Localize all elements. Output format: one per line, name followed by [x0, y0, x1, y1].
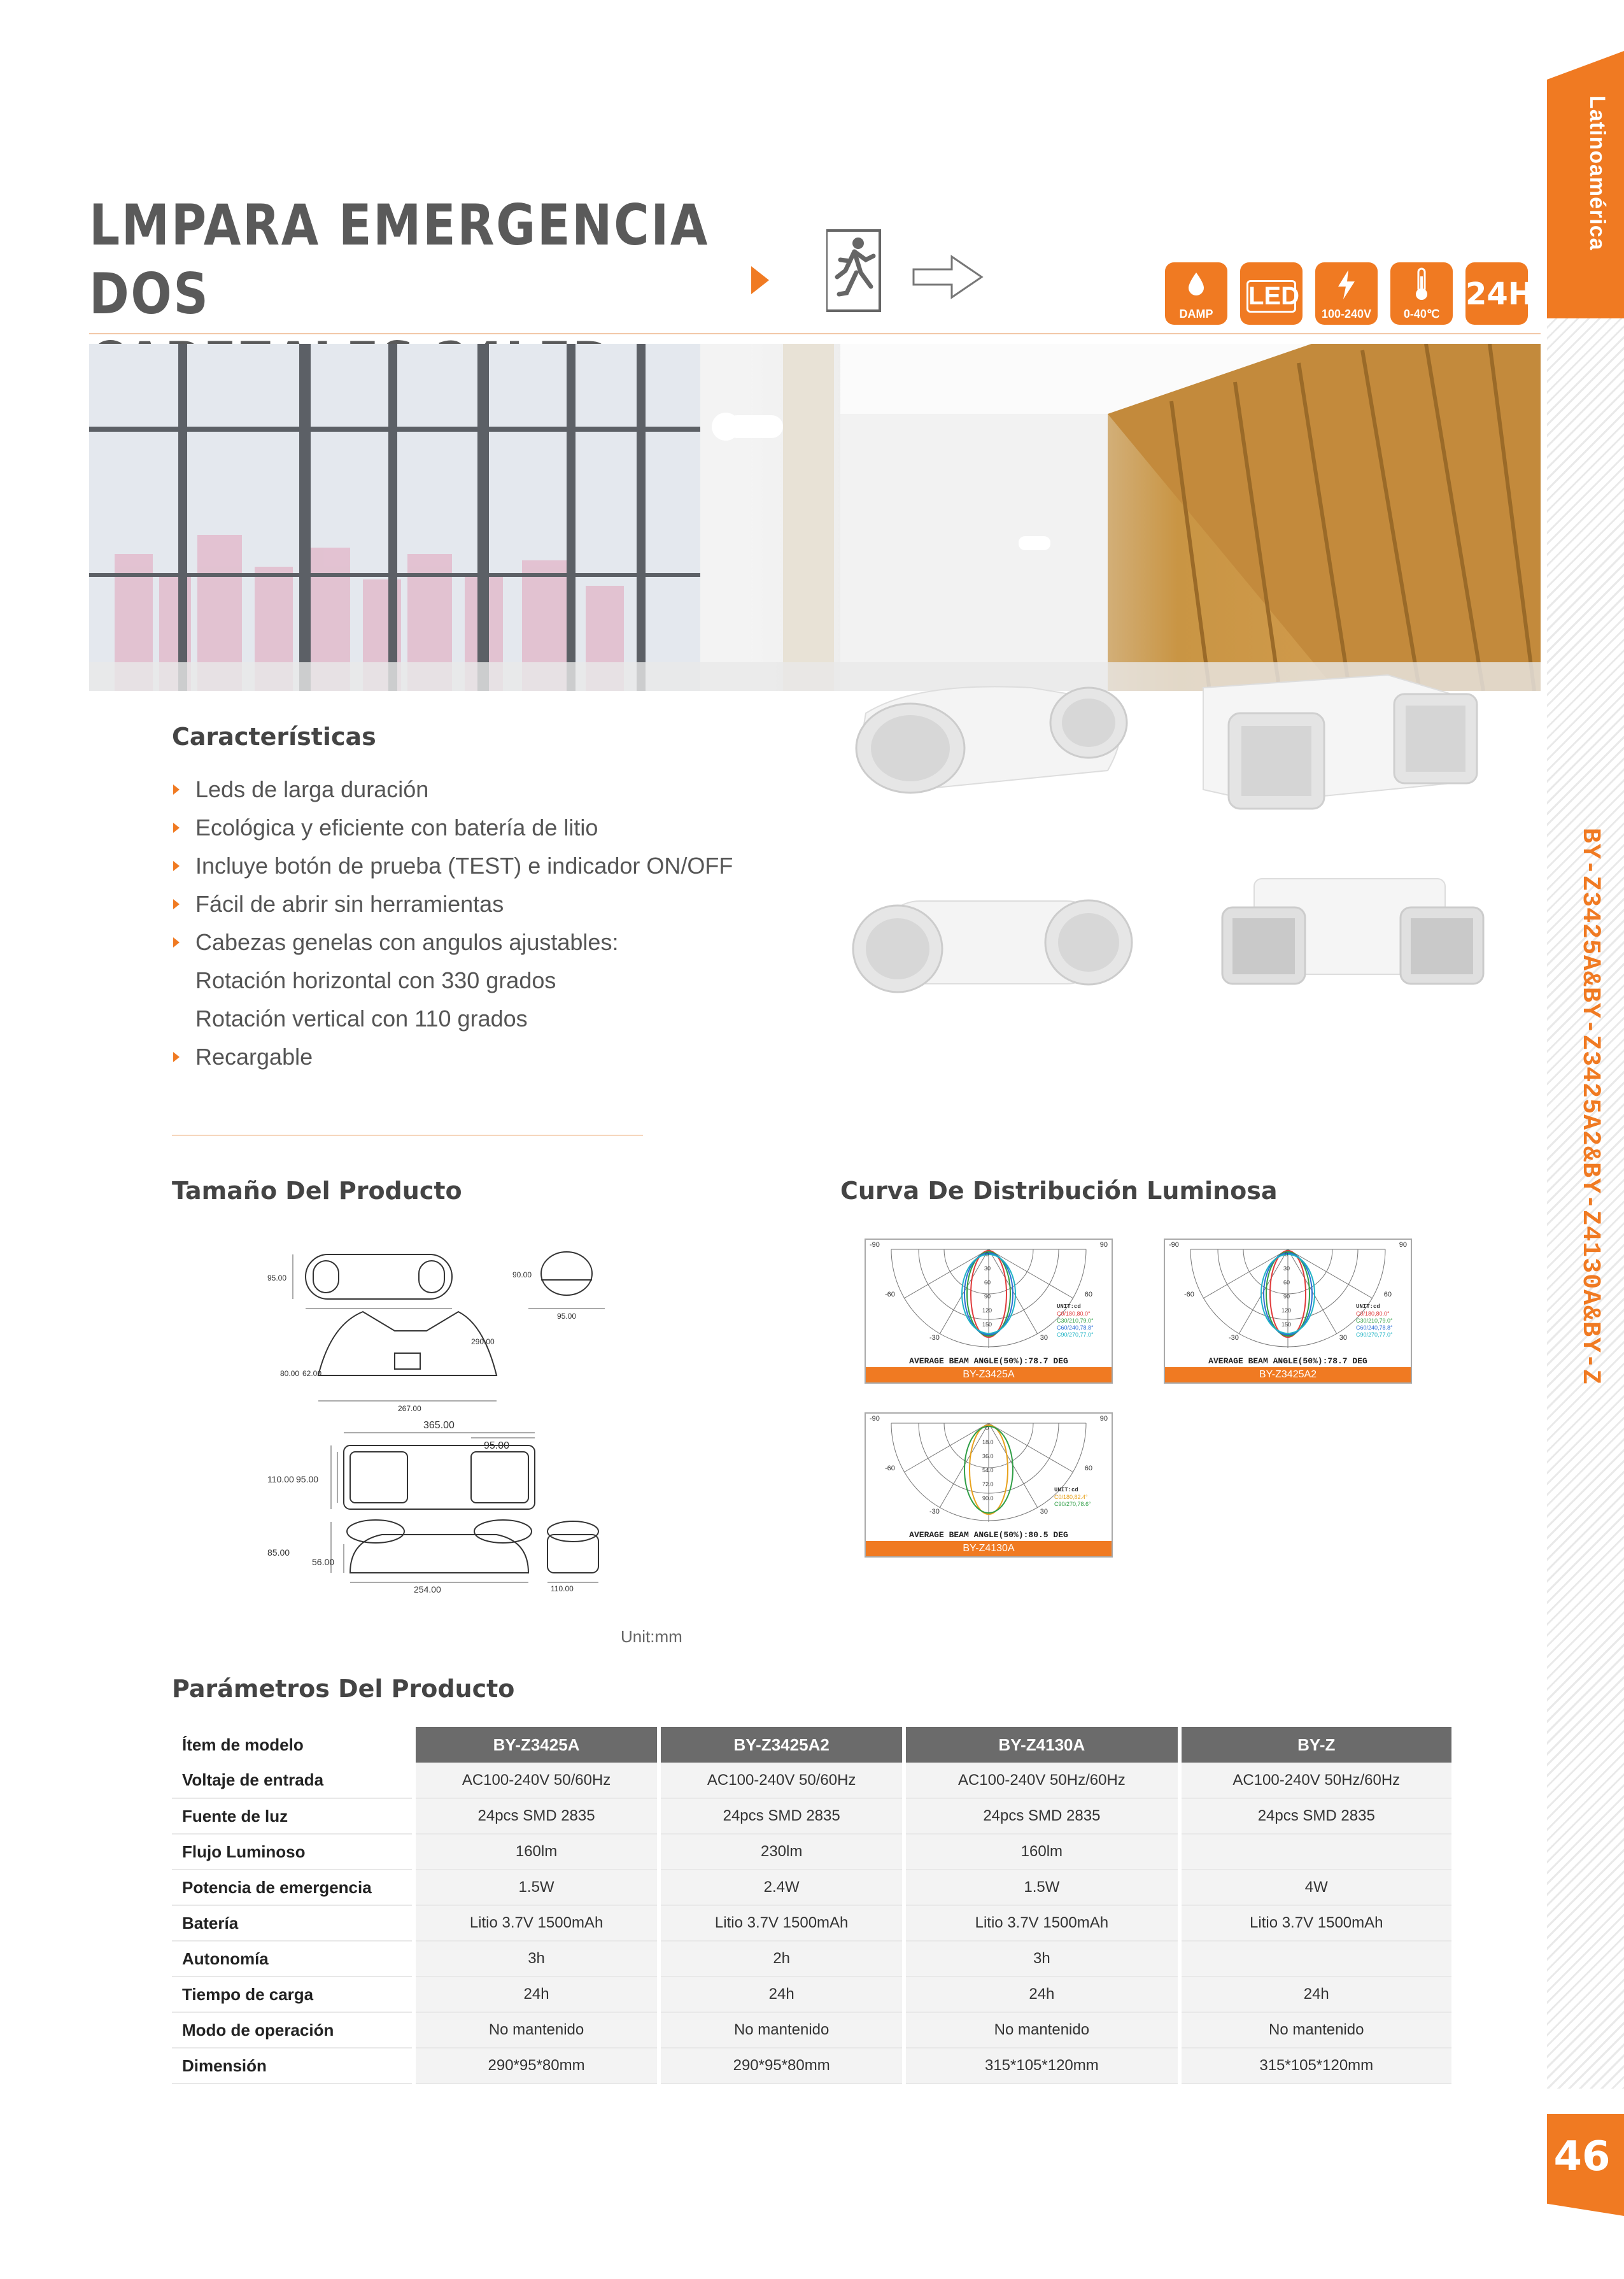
dim-label: 90.00 [512, 1270, 532, 1279]
radial-tick: 54.0 [982, 1467, 994, 1473]
table-row [172, 1905, 1451, 1941]
unit-label: UNIT:cd [1054, 1487, 1078, 1493]
radial-tick: 0 [985, 1425, 989, 1431]
legend-entry: C30/210,79.0° [1057, 1317, 1094, 1324]
lightning-icon [1336, 269, 1357, 301]
radial-tick: 72.0 [982, 1481, 994, 1487]
radial-tick: 60 [1283, 1279, 1290, 1286]
legend-entry: C0/180,80.0° [1356, 1310, 1390, 1317]
cell: 3h [904, 1941, 1179, 1977]
model-header: BY-Z4130A [904, 1727, 1179, 1763]
legend-entry: C90/270,77.0° [1057, 1331, 1094, 1338]
dim-label: 62.00 [302, 1369, 322, 1378]
dim-label: 110.00 [267, 1474, 294, 1484]
angle-tick: 90 [1099, 1241, 1108, 1249]
average-beam-angle: AVERAGE BEAM ANGLE(50%):78.7 DEG [1208, 1356, 1367, 1366]
table-row [172, 1798, 1451, 1834]
bullet-icon [173, 899, 180, 909]
angle-tick: -30 [929, 1508, 940, 1516]
radial-tick: 18.0 [982, 1439, 994, 1445]
dim-label: 95.00 [557, 1312, 577, 1321]
feature-item: Rotación horizontal con 330 grados [195, 967, 556, 993]
angle-tick: 60 [1084, 1465, 1092, 1472]
radial-tick: 90 [984, 1293, 991, 1300]
legend-entry: C60/240,78.8° [1356, 1324, 1393, 1331]
table-row [172, 1977, 1451, 2012]
cell: 3h [414, 1941, 659, 1977]
damp-label: DAMP [1179, 308, 1213, 320]
cell: 24h [414, 1977, 659, 2012]
cell: 1.5W [414, 1870, 659, 1905]
bullet-icon [173, 861, 180, 871]
cell: 2.4W [659, 1870, 904, 1905]
cell: 24h [1180, 1977, 1451, 2012]
thermometer-icon [1412, 267, 1431, 302]
angle-tick: -60 [885, 1465, 895, 1472]
dim-label: 290.00 [471, 1337, 495, 1346]
table-row [172, 2048, 1451, 2084]
product-image-round-angled [840, 662, 1146, 809]
model-header: BY-Z3425A2 [659, 1727, 904, 1763]
table-header-row [172, 1727, 1451, 1763]
angle-tick: -60 [1184, 1291, 1194, 1298]
table-row [172, 1763, 1451, 1798]
title-divider [89, 333, 1541, 334]
angle-tick: -60 [885, 1291, 895, 1298]
dim-label: 56.00 [312, 1557, 335, 1567]
size-heading: Tamaño Del Producto [172, 1177, 462, 1205]
header-label: Ítem de modelo [182, 1735, 304, 1754]
corridor-photo [89, 344, 1541, 691]
cell: Litio 3.7V 1500mAh [904, 1905, 1179, 1941]
cell: 1.5W [904, 1870, 1179, 1905]
title-arrow-icon [751, 266, 769, 294]
row-label: Flujo Luminoso [172, 1834, 414, 1870]
angle-tick: 90 [1099, 1415, 1108, 1423]
radial-tick: 0 [1285, 1251, 1289, 1258]
cell: AC100-240V 50/60Hz [659, 1763, 904, 1798]
cell: Litio 3.7V 1500mAh [1180, 1905, 1451, 1941]
chart-model-caption: BY-Z4130A [866, 1541, 1112, 1556]
dimension-drawing [267, 1235, 662, 1592]
params-heading: Parámetros Del Producto [172, 1675, 515, 1703]
cell: 315*105*120mm [1180, 2048, 1451, 2084]
radial-tick: 36.0 [982, 1453, 994, 1459]
row-label: Modo de operación [172, 2012, 414, 2048]
bullet-icon [173, 785, 180, 795]
page-number: 46 [1553, 2133, 1611, 2180]
radial-tick: 150 [982, 1321, 992, 1328]
angle-tick: -90 [870, 1241, 880, 1249]
24h-label: 24H [1465, 276, 1534, 312]
table-row [172, 1834, 1451, 1870]
cell: AC100-240V 50Hz/60Hz [1180, 1763, 1451, 1798]
legend-entry: C90/270,77.0° [1356, 1331, 1393, 1338]
exit-arrow-icon [910, 252, 987, 302]
polar-chart-1 [865, 1239, 1113, 1384]
unit-label: UNIT:cd [1356, 1303, 1380, 1310]
cell: 24pcs SMD 2835 [414, 1798, 659, 1834]
legend-entry: C60/240,78.8° [1057, 1324, 1094, 1331]
legend-entry: C0/180,80.0° [1057, 1310, 1091, 1317]
bullet-icon [173, 823, 180, 833]
table-row [172, 2012, 1451, 2048]
dim-label: 95.00 [484, 1440, 510, 1451]
row-label: Fuente de luz [172, 1798, 414, 1834]
radial-tick: 30 [1283, 1265, 1290, 1272]
cell: 24pcs SMD 2835 [1180, 1798, 1451, 1834]
24h-badge [1465, 262, 1534, 325]
dim-label: 365.00 [423, 1420, 455, 1431]
angle-tick: -90 [1169, 1241, 1179, 1249]
exit-running-man-icon [821, 223, 885, 318]
row-label: Batería [172, 1905, 414, 1941]
feature-item: Ecológica y eficiente con batería de litio [195, 814, 598, 841]
cell: 24h [904, 1977, 1179, 2012]
features-heading: Características [172, 723, 376, 751]
cell: 24pcs SMD 2835 [904, 1798, 1179, 1834]
legend-entry: C90/270,78.6° [1054, 1501, 1091, 1507]
angle-tick: 30 [1339, 1334, 1347, 1342]
angle-tick: -30 [929, 1334, 940, 1342]
model-header: BY-Z [1180, 1727, 1451, 1763]
dim-label: 110.00 [551, 1584, 574, 1593]
title-line-1: LMPARA EMERGENCIA DOS [89, 192, 710, 327]
cell [1180, 1834, 1451, 1870]
table-row [172, 1941, 1451, 1977]
radial-tick: 150 [1282, 1321, 1292, 1328]
average-beam-angle: AVERAGE BEAM ANGLE(50%):78.7 DEG [909, 1356, 1068, 1366]
radial-tick: 90 [1283, 1293, 1290, 1300]
curve-heading: Curva De Distribución Luminosa [840, 1177, 1278, 1205]
polar-chart-3 [865, 1412, 1113, 1558]
product-image-square-front [1210, 872, 1496, 1000]
radial-tick: 0 [985, 1251, 989, 1258]
feature-item: Recargable [195, 1044, 313, 1070]
dim-label: 267.00 [398, 1404, 421, 1413]
cell: 315*105*120mm [904, 2048, 1179, 2084]
feature-item: Cabezas genelas con angulos ajustables: [195, 929, 619, 955]
bullet-icon [173, 1052, 180, 1062]
polar-chart-2 [1164, 1239, 1412, 1384]
voltage-label: 100-240V [1321, 308, 1372, 320]
unit-label: UNIT:cd [1057, 1303, 1081, 1310]
cell [1180, 1941, 1451, 1977]
led-label: LED [1246, 280, 1296, 313]
cell: 290*95*80mm [659, 2048, 904, 2084]
cell: Litio 3.7V 1500mAh [659, 1905, 904, 1941]
temperature-label: 0-40℃ [1403, 308, 1440, 320]
feature-item: Rotación vertical con 110 grados [195, 1005, 528, 1032]
radial-tick: 120 [1282, 1307, 1292, 1314]
temperature-badge [1390, 262, 1453, 325]
water-drop-icon [1187, 271, 1206, 297]
dim-label: 254.00 [414, 1584, 441, 1594]
dim-label: 80.00 [280, 1369, 300, 1378]
cell: 160lm [414, 1834, 659, 1870]
cell: No mantenido [414, 2012, 659, 2048]
radial-tick: 90.0 [982, 1495, 994, 1502]
product-image-square-angled [1197, 662, 1502, 815]
radial-tick: 30 [984, 1265, 991, 1272]
dim-label: 85.00 [267, 1547, 290, 1558]
cell: No mantenido [659, 2012, 904, 2048]
cell: AC100-240V 50/60Hz [414, 1763, 659, 1798]
angle-tick: 60 [1084, 1291, 1092, 1298]
cell: 24h [659, 1977, 904, 2012]
cell: Litio 3.7V 1500mAh [414, 1905, 659, 1941]
dim-label: 95.00 [296, 1474, 319, 1484]
cell: 290*95*80mm [414, 2048, 659, 2084]
row-label: Voltaje de entrada [172, 1763, 414, 1798]
legend-entry: C0/180,82.4° [1054, 1494, 1088, 1500]
model-header: BY-Z3425A [414, 1727, 659, 1763]
cell: 2h [659, 1941, 904, 1977]
row-label: Tiempo de carga [172, 1977, 414, 2012]
chart-model-caption: BY-Z3425A2 [1165, 1367, 1411, 1382]
cell: 230lm [659, 1834, 904, 1870]
unit-label: Unit:mm [621, 1627, 682, 1646]
angle-tick: -90 [870, 1415, 880, 1423]
radial-tick: 60 [984, 1279, 991, 1286]
chart-model-caption: BY-Z3425A [866, 1367, 1112, 1382]
table-row [172, 1870, 1451, 1905]
angle-tick: 60 [1383, 1291, 1392, 1298]
cell: 4W [1180, 1870, 1451, 1905]
average-beam-angle: AVERAGE BEAM ANGLE(50%):80.5 DEG [909, 1530, 1068, 1540]
angle-tick: 30 [1040, 1334, 1048, 1342]
side-model-list: BY-Z3425A&BY-Z3425A2&BY-Z4130A&BY-Z [1576, 828, 1604, 1386]
damp-badge [1165, 262, 1227, 325]
angle-tick: 90 [1399, 1241, 1407, 1249]
cell: 24pcs SMD 2835 [659, 1798, 904, 1834]
params-table [172, 1727, 1451, 2084]
row-label: Autonomía [172, 1941, 414, 1977]
led-badge [1240, 262, 1303, 325]
radial-tick: 120 [982, 1307, 992, 1314]
feature-item: Fácil de abrir sin herramientas [195, 891, 504, 917]
voltage-badge [1315, 262, 1378, 325]
cell: No mantenido [904, 2012, 1179, 2048]
dim-label: 95.00 [267, 1274, 287, 1282]
angle-tick: 30 [1040, 1508, 1048, 1516]
cell: 160lm [904, 1834, 1179, 1870]
feature-item: Incluye botón de prueba (TEST) e indicador ON/OFF [195, 853, 733, 879]
region-tab-label: Latinoamérica [1585, 96, 1609, 251]
row-label: Potencia de emergencia [172, 1870, 414, 1905]
angle-tick: -30 [1229, 1334, 1239, 1342]
legend-entry: C30/210,79.0° [1356, 1317, 1393, 1324]
features-divider [172, 1135, 643, 1136]
bullet-icon [173, 937, 180, 948]
cell: No mantenido [1180, 2012, 1451, 2048]
row-label: Dimensión [172, 2048, 414, 2084]
feature-item: Leds de larga duración [195, 776, 429, 802]
product-image-round-front [840, 879, 1146, 1012]
cell: AC100-240V 50Hz/60Hz [904, 1763, 1179, 1798]
